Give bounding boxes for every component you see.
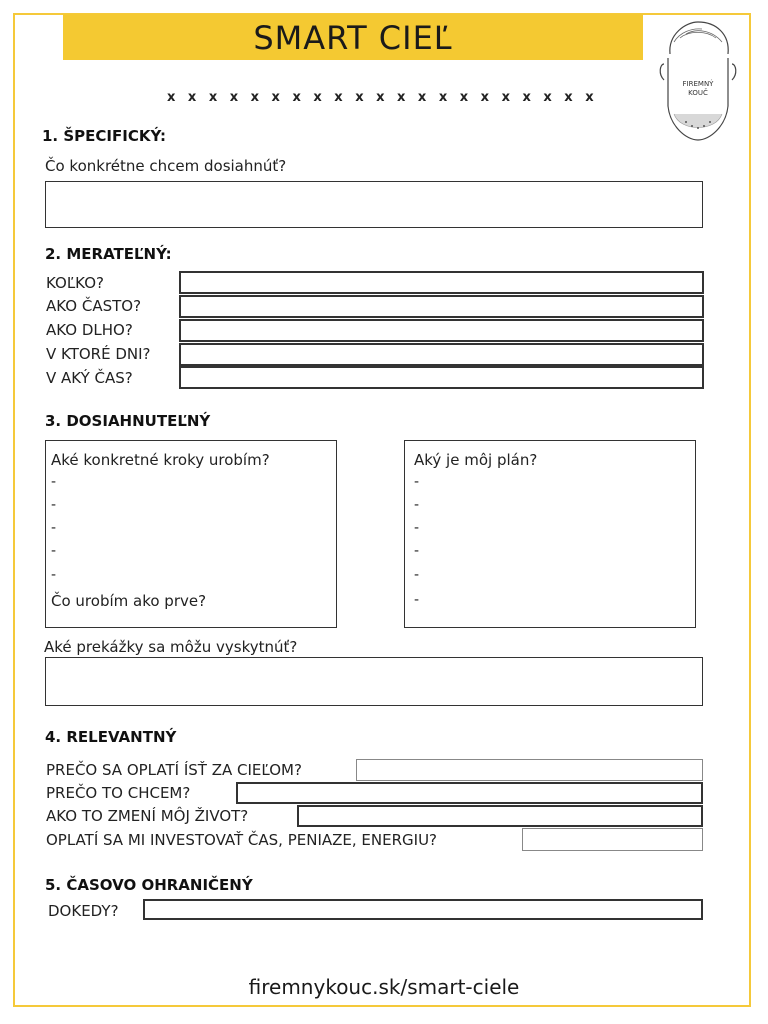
s2-field-ako-casto[interactable]	[179, 295, 704, 318]
s4-field-invest[interactable]	[522, 828, 703, 851]
s2-label-ako-casto: AKO ČASTO?	[46, 297, 142, 315]
s3-plan-dash: -	[414, 474, 420, 490]
s4-label-life-change: AKO TO ZMENÍ MÔJ ŽIVOT?	[46, 807, 249, 825]
s4-heading: 4. RELEVANTNÝ	[45, 728, 177, 746]
s2-label-v-ktore-dni: V KTORÉ DNI?	[46, 345, 151, 363]
s3-steps-title: Aké konkretné kroky urobím?	[51, 451, 270, 469]
s1-answer-field[interactable]	[45, 181, 703, 228]
s2-field-v-ktore-dni[interactable]	[179, 343, 704, 366]
s4-field-why-want[interactable]	[236, 782, 703, 804]
s5-label-dokedy: DOKEDY?	[48, 902, 119, 920]
s4-label-why-worth: PREČO SA OPLATÍ ÍSŤ ZA CIEĽOM?	[46, 761, 302, 779]
s3-plan-dash: -	[414, 520, 420, 536]
s5-heading: 5. ČASOVO OHRANIČENÝ	[45, 876, 253, 894]
s2-label-kolko: KOĽKO?	[46, 274, 104, 292]
s5-field-dokedy[interactable]	[143, 899, 703, 920]
s3-first-step-label: Čo urobím ako prve?	[51, 592, 207, 610]
logo-text-line2: KOUČ	[688, 89, 708, 97]
s2-label-v-aky-cas: V AKÝ ČAS?	[46, 369, 133, 387]
s2-heading: 2. MERATEĽNÝ:	[45, 245, 172, 263]
firemny-kouc-logo	[646, 14, 748, 154]
s4-field-life-change[interactable]	[297, 805, 703, 827]
s4-field-why-worth[interactable]	[356, 759, 703, 781]
s4-label-why-want: PREČO TO CHCEM?	[46, 784, 191, 802]
s2-label-ako-dlho: AKO DLHO?	[46, 321, 133, 339]
s1-question: Čo konkrétne chcem dosiahnúť?	[45, 157, 287, 175]
logo-text-line1: FIREMNÝ	[682, 80, 714, 88]
s2-field-ako-dlho[interactable]	[179, 319, 704, 342]
footer-url[interactable]: firemnykouc.sk/smart-ciele	[248, 975, 520, 999]
s2-field-kolko[interactable]	[179, 271, 704, 294]
page-title: SMART CIEĽ	[253, 19, 453, 57]
s3-plan-dash: -	[414, 497, 420, 513]
cross-divider: x x x x x x x x x x x x x x x x x x x x x	[167, 90, 598, 105]
s4-label-invest: OPLATÍ SA MI INVESTOVAŤ ČAS, PENIAZE, ENERGIU?	[46, 831, 438, 849]
s3-obstacles-field[interactable]	[45, 657, 703, 706]
s3-steps-dash: -	[51, 474, 57, 490]
s3-steps-dash: -	[51, 520, 57, 536]
s3-steps-dash: -	[51, 543, 57, 559]
s3-steps-dash: -	[51, 497, 57, 513]
s3-plan-title: Aký je môj plán?	[414, 451, 538, 469]
s3-plan-dash: -	[414, 592, 420, 608]
s3-plan-dash: -	[414, 543, 420, 559]
s3-obstacles-question: Aké prekážky sa môžu vyskytnúť?	[44, 638, 298, 656]
s1-heading: 1. ŠPECIFICKÝ:	[42, 127, 167, 145]
s3-steps-dash: -	[51, 567, 57, 583]
s3-plan-dash: -	[414, 567, 420, 583]
s2-field-v-aky-cas[interactable]	[179, 366, 704, 389]
s3-heading: 3. DOSIAHNUTEĽNÝ	[45, 412, 211, 430]
